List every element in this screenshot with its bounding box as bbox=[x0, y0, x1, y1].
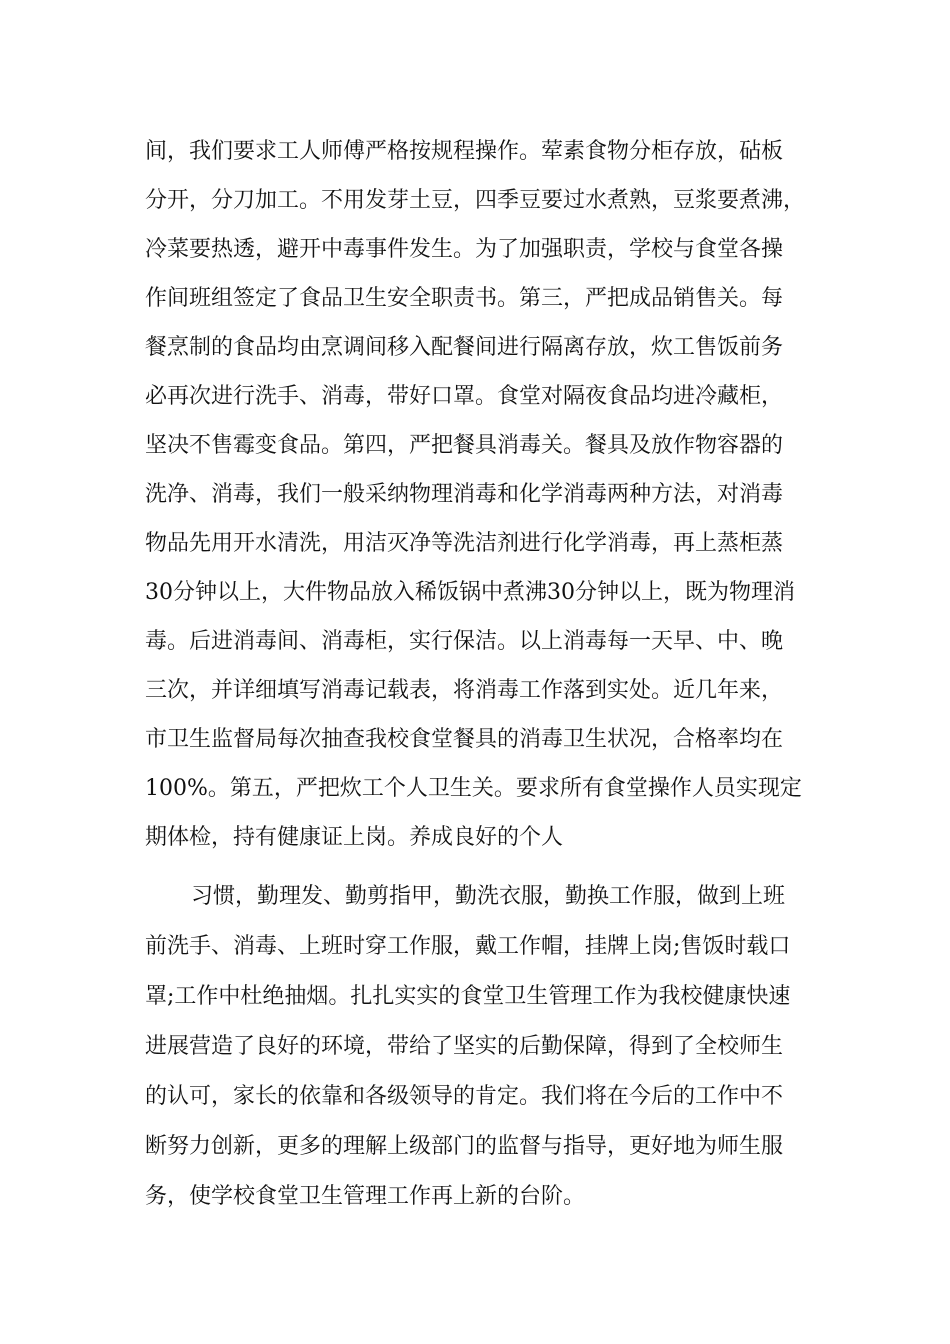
text-line: 断努力创新，更多的理解上级部门的监督与指导，更好地为师生服 bbox=[145, 1134, 784, 1159]
text-line: 洗净、消毒，我们一般采纳物理消毒和化学消毒两种方法，对消毒 bbox=[145, 482, 784, 507]
text-line: 三次，并详细填写消毒记载表，将消毒工作落到实处。近几年来， bbox=[145, 678, 784, 703]
text-line: 作间班组签定了食品卫生安全职责书。第三，严把成品销售关。每 bbox=[145, 286, 784, 311]
text-line: 冷菜要热透，避开中毒事件发生。为了加强职责，学校与食堂各操 bbox=[145, 237, 784, 262]
text-line: 习惯，勤理发、勤剪指甲，勤洗衣服，勤换工作服，做到上班 bbox=[191, 884, 786, 909]
text-line: 毒。后进消毒间、消毒柜，实行保洁。以上消毒每一天早、中、晚 bbox=[145, 629, 784, 654]
text-line: 30分钟以上，大件物品放入稀饭锅中煮沸30分钟以上，既为物理消 bbox=[145, 580, 795, 605]
text-line: 物品先用开水清洗，用洁灭净等洗洁剂进行化学消毒，再上蒸柜蒸 bbox=[145, 531, 784, 556]
text-line: 的认可，家长的依靠和各级领导的肯定。我们将在今后的工作中不 bbox=[145, 1084, 784, 1109]
text-line: 罩;工作中杜绝抽烟。扎扎实实的食堂卫生管理工作为我校健康快速 bbox=[145, 984, 791, 1009]
text-line: 进展营造了良好的环境，带给了坚实的后勤保障，得到了全校师生 bbox=[145, 1034, 784, 1059]
text-line: 期体检，持有健康证上岗。养成良好的个人 bbox=[145, 825, 564, 850]
text-line: 前洗手、消毒、上班时穿工作服，戴工作帽，挂牌上岗;售饭时载口 bbox=[145, 934, 791, 959]
text-line: 坚决不售霉变食品。第四，严把餐具消毒关。餐具及放作物容器的 bbox=[145, 433, 784, 458]
text-line: 市卫生监督局每次抽查我校食堂餐具的消毒卫生状况，合格率均在 bbox=[145, 727, 784, 752]
text-line: 必再次进行洗手、消毒，带好口罩。食堂对隔夜食品均进冷藏柜， bbox=[145, 384, 784, 409]
text-line: 务，使学校食堂卫生管理工作再上新的台阶。 bbox=[145, 1184, 586, 1209]
text-line: 餐烹制的食品均由烹调间移入配餐间进行隔离存放，炊工售饭前务 bbox=[145, 335, 784, 360]
text-line: 100%。第五，严把炊工个人卫生关。要求所有食堂操作人员实现定 bbox=[145, 776, 802, 801]
text-line: 间，我们要求工人师傅严格按规程操作。荤素食物分柜存放，砧板 bbox=[145, 139, 784, 164]
text-line: 分开，分刀加工。不用发芽土豆，四季豆要过水煮熟，豆浆要煮沸， bbox=[145, 188, 806, 213]
